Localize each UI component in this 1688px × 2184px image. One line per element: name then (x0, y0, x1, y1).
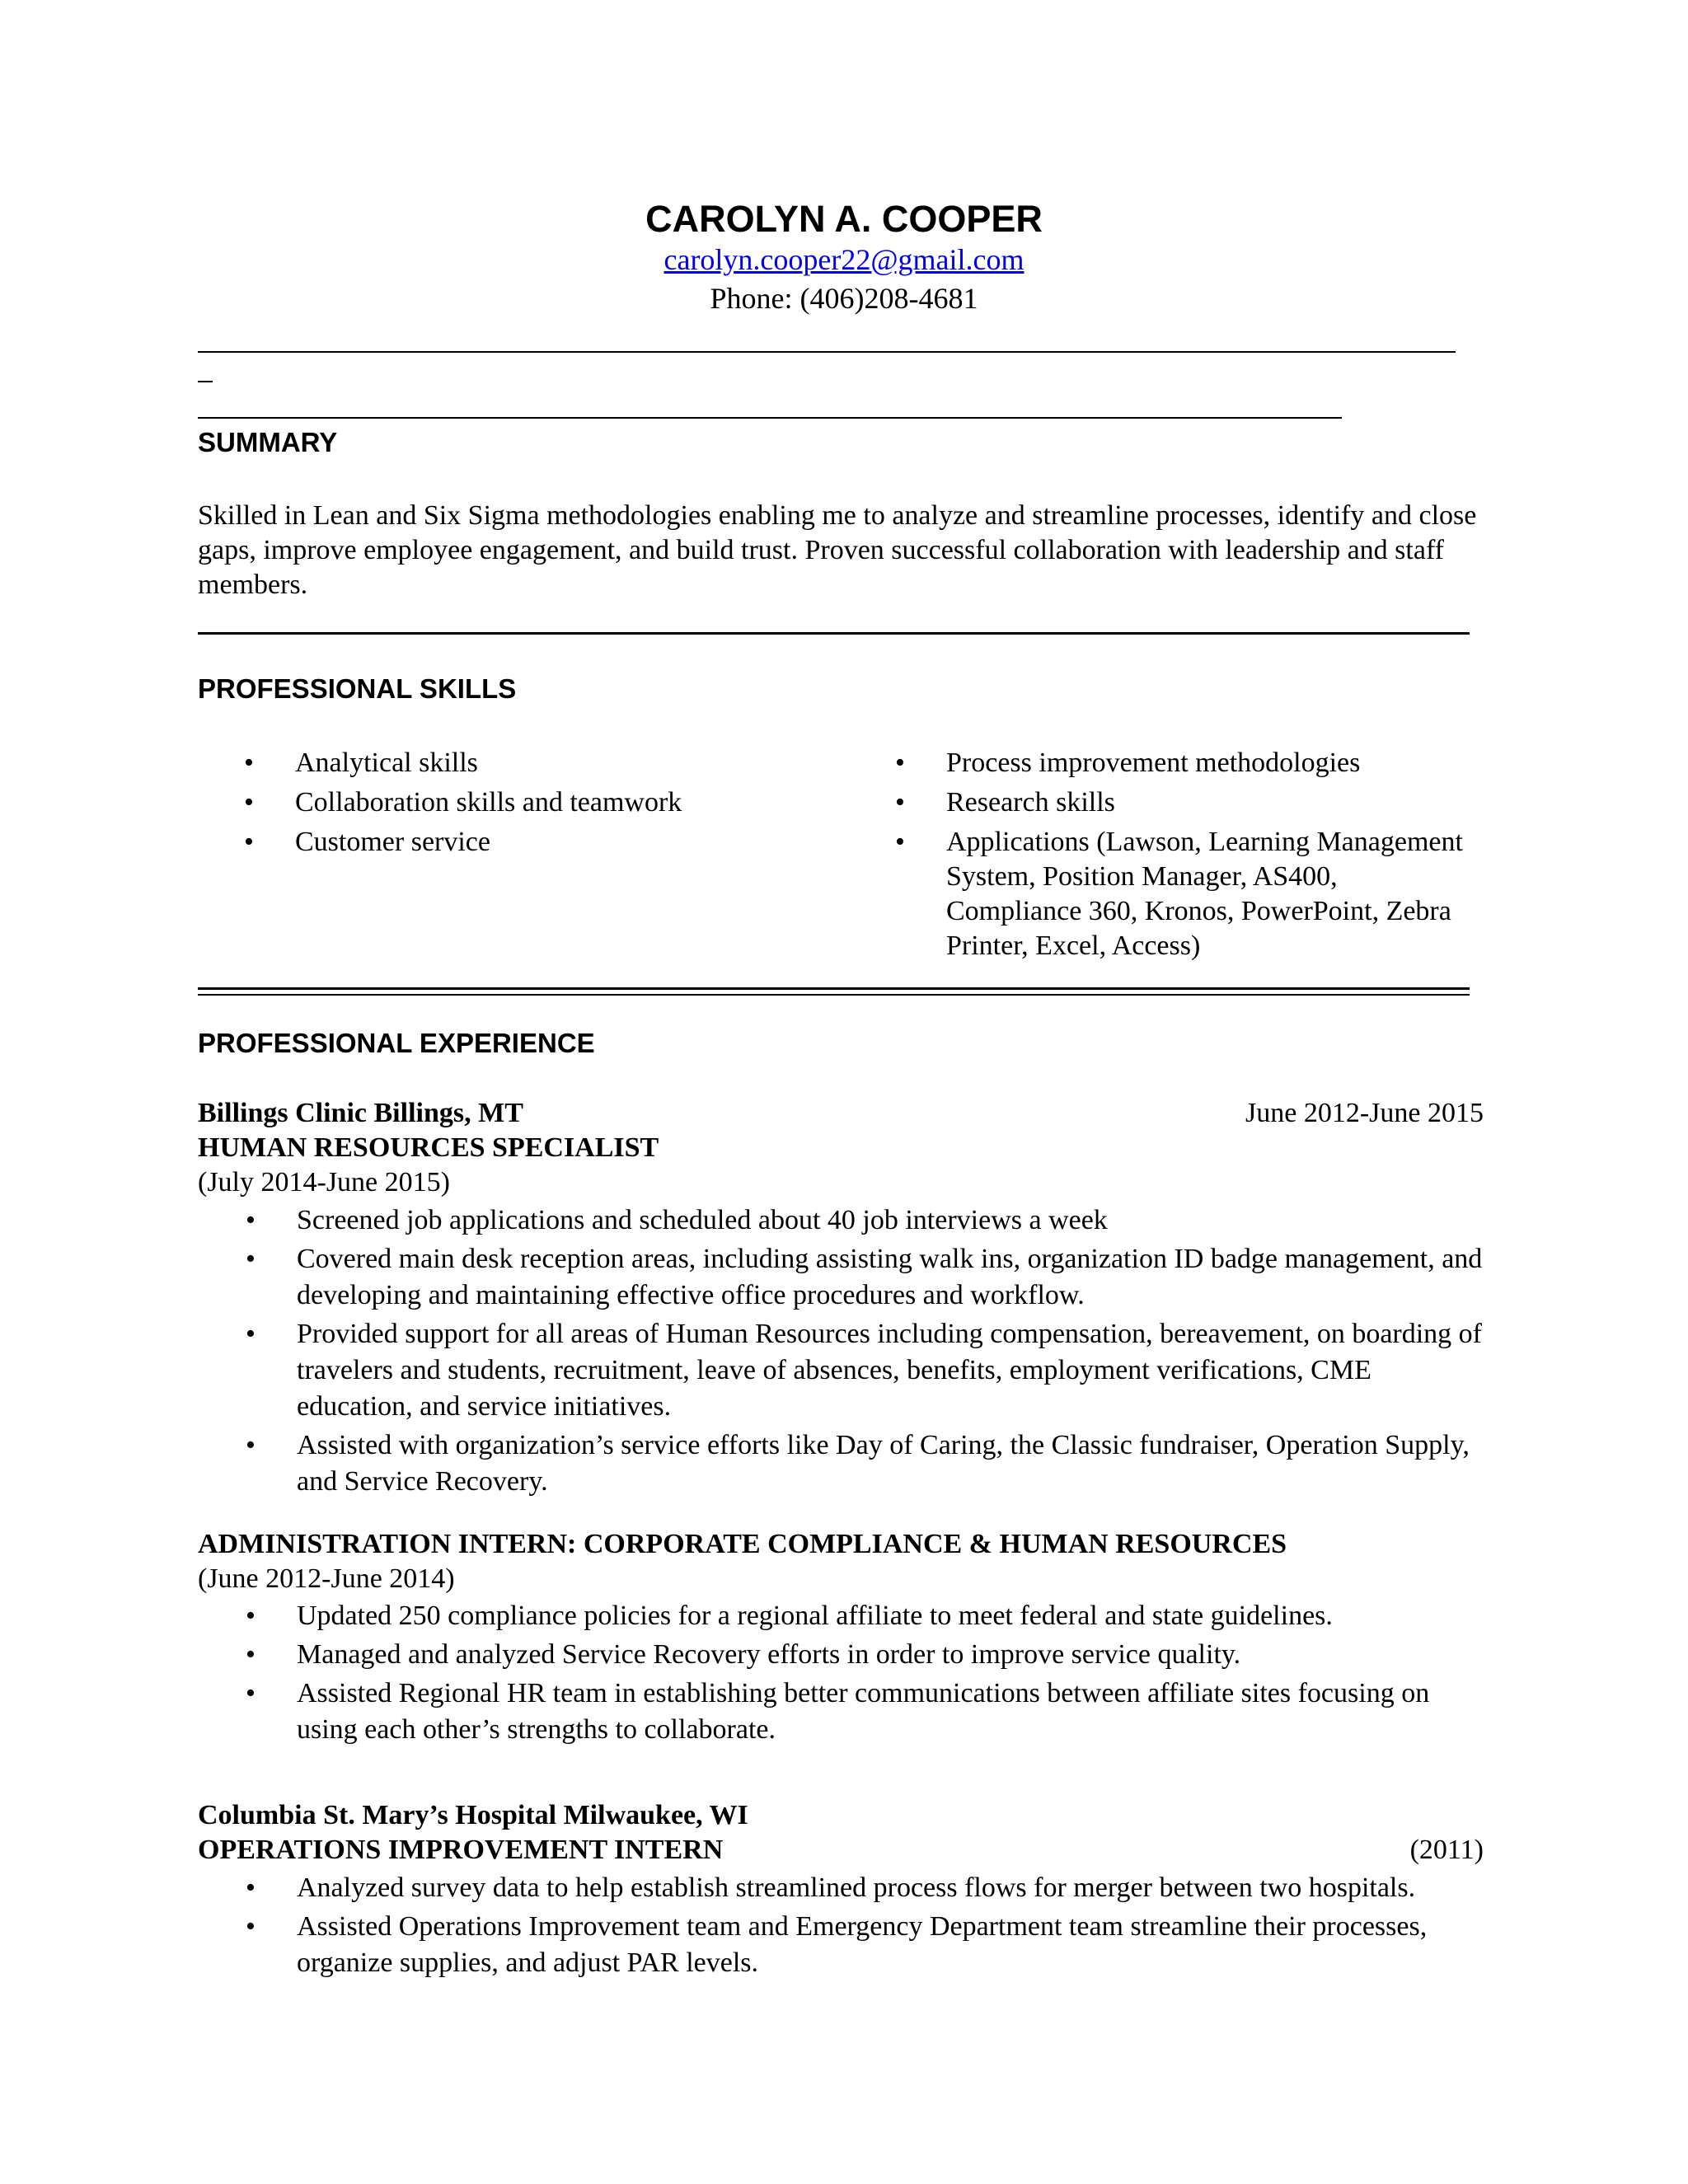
skills-list-right (895, 746, 1474, 968)
skills-heading: PROFESSIONAL SKILLS (198, 673, 517, 704)
list-item (246, 1316, 1484, 1425)
bullet-icon: • (244, 827, 254, 857)
summary-divider (198, 632, 1470, 635)
bullet-icon: • (246, 1244, 256, 1274)
candidate-name: CAROLYN A. COOPER (645, 198, 1043, 240)
bullet-text: Provided support for all areas of Human Resources including compensation, bereavement, on boarding of travelers and students, recruitment, leave of absences, benefits, employment verifications, CME education, and service initiatives. (297, 1319, 1482, 1422)
employment-dates: June 2012-June 2015 (1245, 1098, 1484, 1128)
job-title: ADMINISTRATION INTERN: CORPORATE COMPLIANCE & HUMAN RESOURCES (198, 1529, 1287, 1559)
bullet-icon: • (246, 1678, 256, 1708)
bullet-icon: • (895, 748, 905, 778)
list-item (246, 1637, 1484, 1673)
list-item (246, 1870, 1484, 1906)
bullet-text: Updated 250 compliance policies for a regional affiliate to meet federal and state guidelines. (297, 1601, 1333, 1631)
skill-label: Applications (Lawson, Learning Management System, Position Manager, AS400, Compliance 360, Kronos, PowerPoint, Zebra Printer, Excel, Access) (946, 827, 1463, 961)
list-item (246, 1909, 1484, 1981)
skill-label: Analytical skills (295, 748, 478, 778)
employment-dates: (2011) (1409, 1835, 1484, 1865)
list-item (895, 825, 1474, 963)
email-line (0, 241, 1688, 278)
bullet-icon: • (246, 1205, 256, 1235)
bullet-icon: • (244, 748, 254, 778)
list-item (244, 825, 823, 860)
skills-list-left (244, 746, 823, 865)
bullet-icon: • (244, 787, 254, 818)
experience-heading: PROFESSIONAL EXPERIENCE (198, 1028, 595, 1058)
skill-label: Customer service (295, 827, 490, 857)
job-title: HUMAN RESOURCES SPECIALIST (198, 1132, 659, 1163)
employer-name: Billings Clinic Billings, MT (198, 1098, 523, 1128)
bullet-text: Screened job applications and scheduled about 40 job interviews a week (297, 1205, 1108, 1235)
summary-heading: SUMMARY (198, 427, 338, 457)
bullet-text: Assisted Regional HR team in establishing better communications between affiliate sites focusing on using each other’s strengths to collaborate. (297, 1678, 1430, 1745)
bullet-icon: • (246, 1601, 256, 1631)
skill-label: Collaboration skills and teamwork (295, 787, 682, 818)
bullet-text: Managed and analyzed Service Recovery efforts in order to improve service quality. (297, 1639, 1241, 1670)
job-title-dates: (June 2012-June 2014) (198, 1563, 455, 1594)
list-item (246, 1427, 1484, 1500)
job-bullets (246, 1598, 1484, 1750)
bullet-icon: • (246, 1430, 256, 1460)
list-item (895, 785, 1474, 820)
stray-underscore-mark (198, 381, 213, 382)
bullet-icon: • (895, 827, 905, 857)
job-title-row (198, 1833, 1484, 1868)
bullet-icon: • (246, 1319, 256, 1349)
bullet-icon: • (246, 1639, 256, 1670)
job-bullets (246, 1870, 1484, 1984)
bullet-text: Covered main desk reception areas, including assisting walk ins, organization ID badge management, and developing and maintaining effective office procedures and workflow. (297, 1244, 1483, 1310)
list-item (246, 1598, 1484, 1634)
bullet-icon: • (246, 1872, 256, 1903)
phone-number: Phone: (406)208-4681 (710, 282, 978, 315)
skill-label: Research skills (946, 787, 1115, 818)
email-link[interactable]: carolyn.cooper22@gmail.com (663, 243, 1025, 276)
job-title: OPERATIONS IMPROVEMENT INTERN (198, 1835, 724, 1865)
bullet-text: Assisted with organization’s service efforts like Day of Caring, the Classic fundraiser, Operation Supply, and Service Recovery. (297, 1430, 1470, 1497)
list-item (244, 785, 823, 820)
bullet-text: Assisted Operations Improvement team and Emergency Department team streamline their processes, organize supplies, and adjust PAR levels. (297, 1911, 1428, 1978)
bullet-icon: • (895, 787, 905, 818)
job-title-dates: (July 2014-June 2015) (198, 1167, 450, 1197)
list-item (244, 746, 823, 780)
summary-text: Skilled in Lean and Six Sigma methodologies enabling me to analyze and streamline processes, identify and close gaps, improve employee engagement, and build trust. Proven successful collaboration with leadership and staff members. (198, 500, 1477, 600)
skills-divider-bottom (198, 994, 1470, 996)
bullet-text: Analyzed survey data to help establish streamlined process flows for merger between two hospitals. (297, 1872, 1416, 1903)
employer-row (198, 1096, 1484, 1131)
header-divider-secondary (198, 417, 1342, 419)
employer-name: Columbia St. Mary’s Hospital Milwaukee, WI (198, 1800, 748, 1830)
list-item (246, 1675, 1484, 1748)
job-bullets (246, 1202, 1484, 1502)
skills-divider-top (198, 987, 1470, 990)
bullet-icon: • (246, 1911, 256, 1942)
list-item (246, 1202, 1484, 1239)
list-item (246, 1241, 1484, 1314)
list-item (895, 746, 1474, 780)
skill-label: Process improvement methodologies (946, 748, 1361, 778)
header-divider (198, 351, 1456, 353)
